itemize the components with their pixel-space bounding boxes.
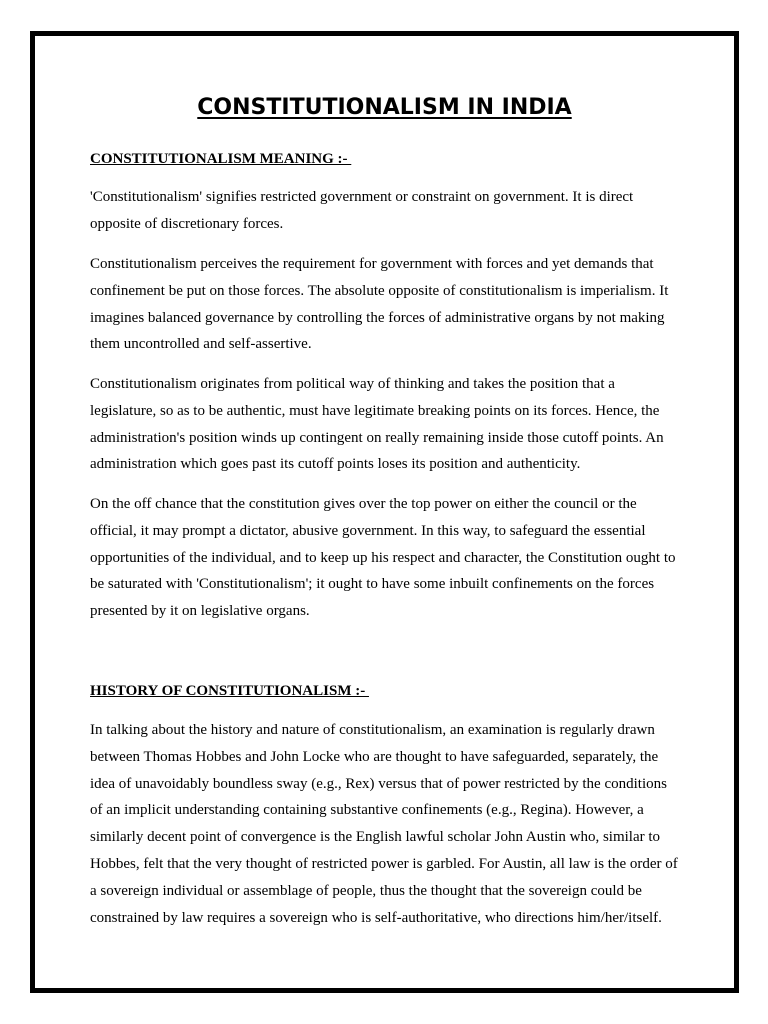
section-heading-history: HISTORY OF CONSTITUTIONALISM :-: [90, 683, 369, 699]
paragraph-history-1: In talking about the history and nature of constitutionalism, an examination is regularly drawn between Thomas Hobbes and John Locke who are thought to have safeguarded, separately, the idea of unavoidably boundless sway (e.g., Rex) versus that of power restricted by the conditions of an implicit understanding containing substantive confinements (e.g., Regina). However, a similarly decent point of convergence is the English lawful scholar John Austin who, similar to Hobbes, felt that the very thought of restricted power is garbled. For Austin, all law is the order of a sovereign individual or assemblage of people, thus the thought that the sovereign could be constrained by law requires a sovereign who is self-authoritative, who directions him/her/itself.: [90, 722, 678, 926]
paragraph-meaning-2: Constitutionalism perceives the requirement for government with forces and yet demands that confinement be put on those forces. The absolute opposite of constitutionalism is imperialism. It imagines balanced governance by controlling the forces of administrative organs by not making them uncontrolled and self-assertive.: [90, 256, 669, 353]
document-title: CONSTITUTIONALISM IN INDIA: [197, 95, 572, 120]
document-page: [30, 31, 739, 993]
paragraph-meaning-3: Constitutionalism originates from political way of thinking and takes the position that a legislature, so as to be authentic, must have legitimate breaking points on its forces. Hence, the administration's position winds up contingent on really remaining inside those cutoff points. An administration which goes past its cutoff points loses its position and authenticity.: [90, 376, 664, 473]
paragraph-meaning-1: 'Constitutionalism' signifies restricted government or constraint on government. It is direct opposite of discretionary forces.: [90, 189, 634, 232]
section-heading-meaning: CONSTITUTIONALISM MEANING :-: [90, 151, 352, 167]
paragraph-meaning-4: On the off chance that the constitution gives over the top power on either the council or the official, it may prompt a dictator, abusive government. In this way, to safeguard the essential opportunities of the individual, and to keep up his respect and character, the Constitution ought to be saturated with 'Constitutionalism'; it ought to have some inbuilt confinements on the forces presented by it on legislative organs.: [90, 496, 676, 620]
